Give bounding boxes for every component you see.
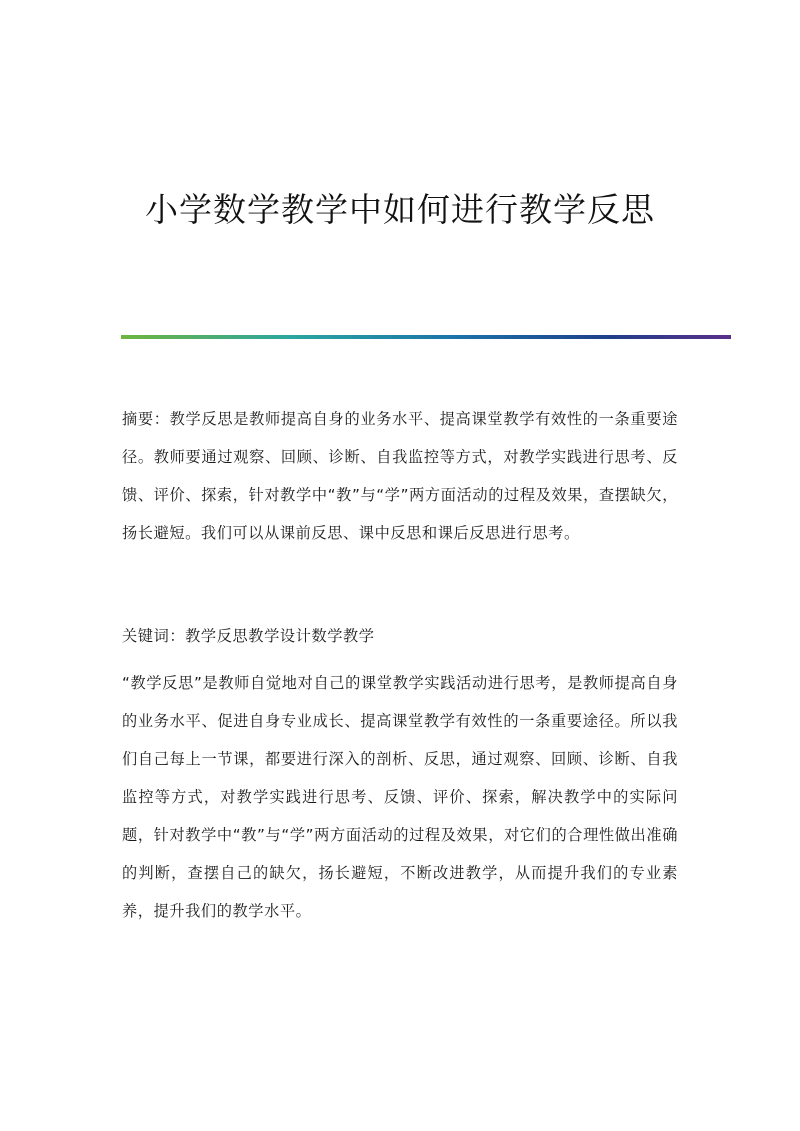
body-paragraph: “教学反思”是教师自觉地对自己的课堂教学实践活动进行思考，是教师提高自身的业务水平、促进自身专业成长、提高课堂教学有效性的一条重要途径。所以我们自己每上一节课，都要进行深入的剖析、反思，通过观察、回顾、诊断、自我监控等方式，对教学实践进行思考、反馈、评价、探索，解决教学中的实际问题，针对教学中“教”与“学”两方面活动的过程及效果，对它们的合理性做出准确的判断，查摆自己的缺欠，扬长避短，不断改进教学，从而提升我们的专业素养，提升我们的教学水平。 [122,674,678,920]
keywords-line: 关键词：教学反思教学设计数学教学 [122,627,375,645]
abstract-paragraph: 摘要：教学反思是教师提高自身的业务水平、提高课堂教学有效性的一条重要途径。教师要通过观察、回顾、诊断、自我监控等方式，对教学实践进行思考、反馈、评价、探索，针对教学中“教”与“学”两方面活动的过程及效果，查摆缺欠，扬长避短。我们可以从课前反思、课中反思和课后反思进行思考。 [122,410,678,542]
document-title: 小学数学教学中如何进行教学反思 [145,190,655,229]
title-divider [121,335,731,339]
